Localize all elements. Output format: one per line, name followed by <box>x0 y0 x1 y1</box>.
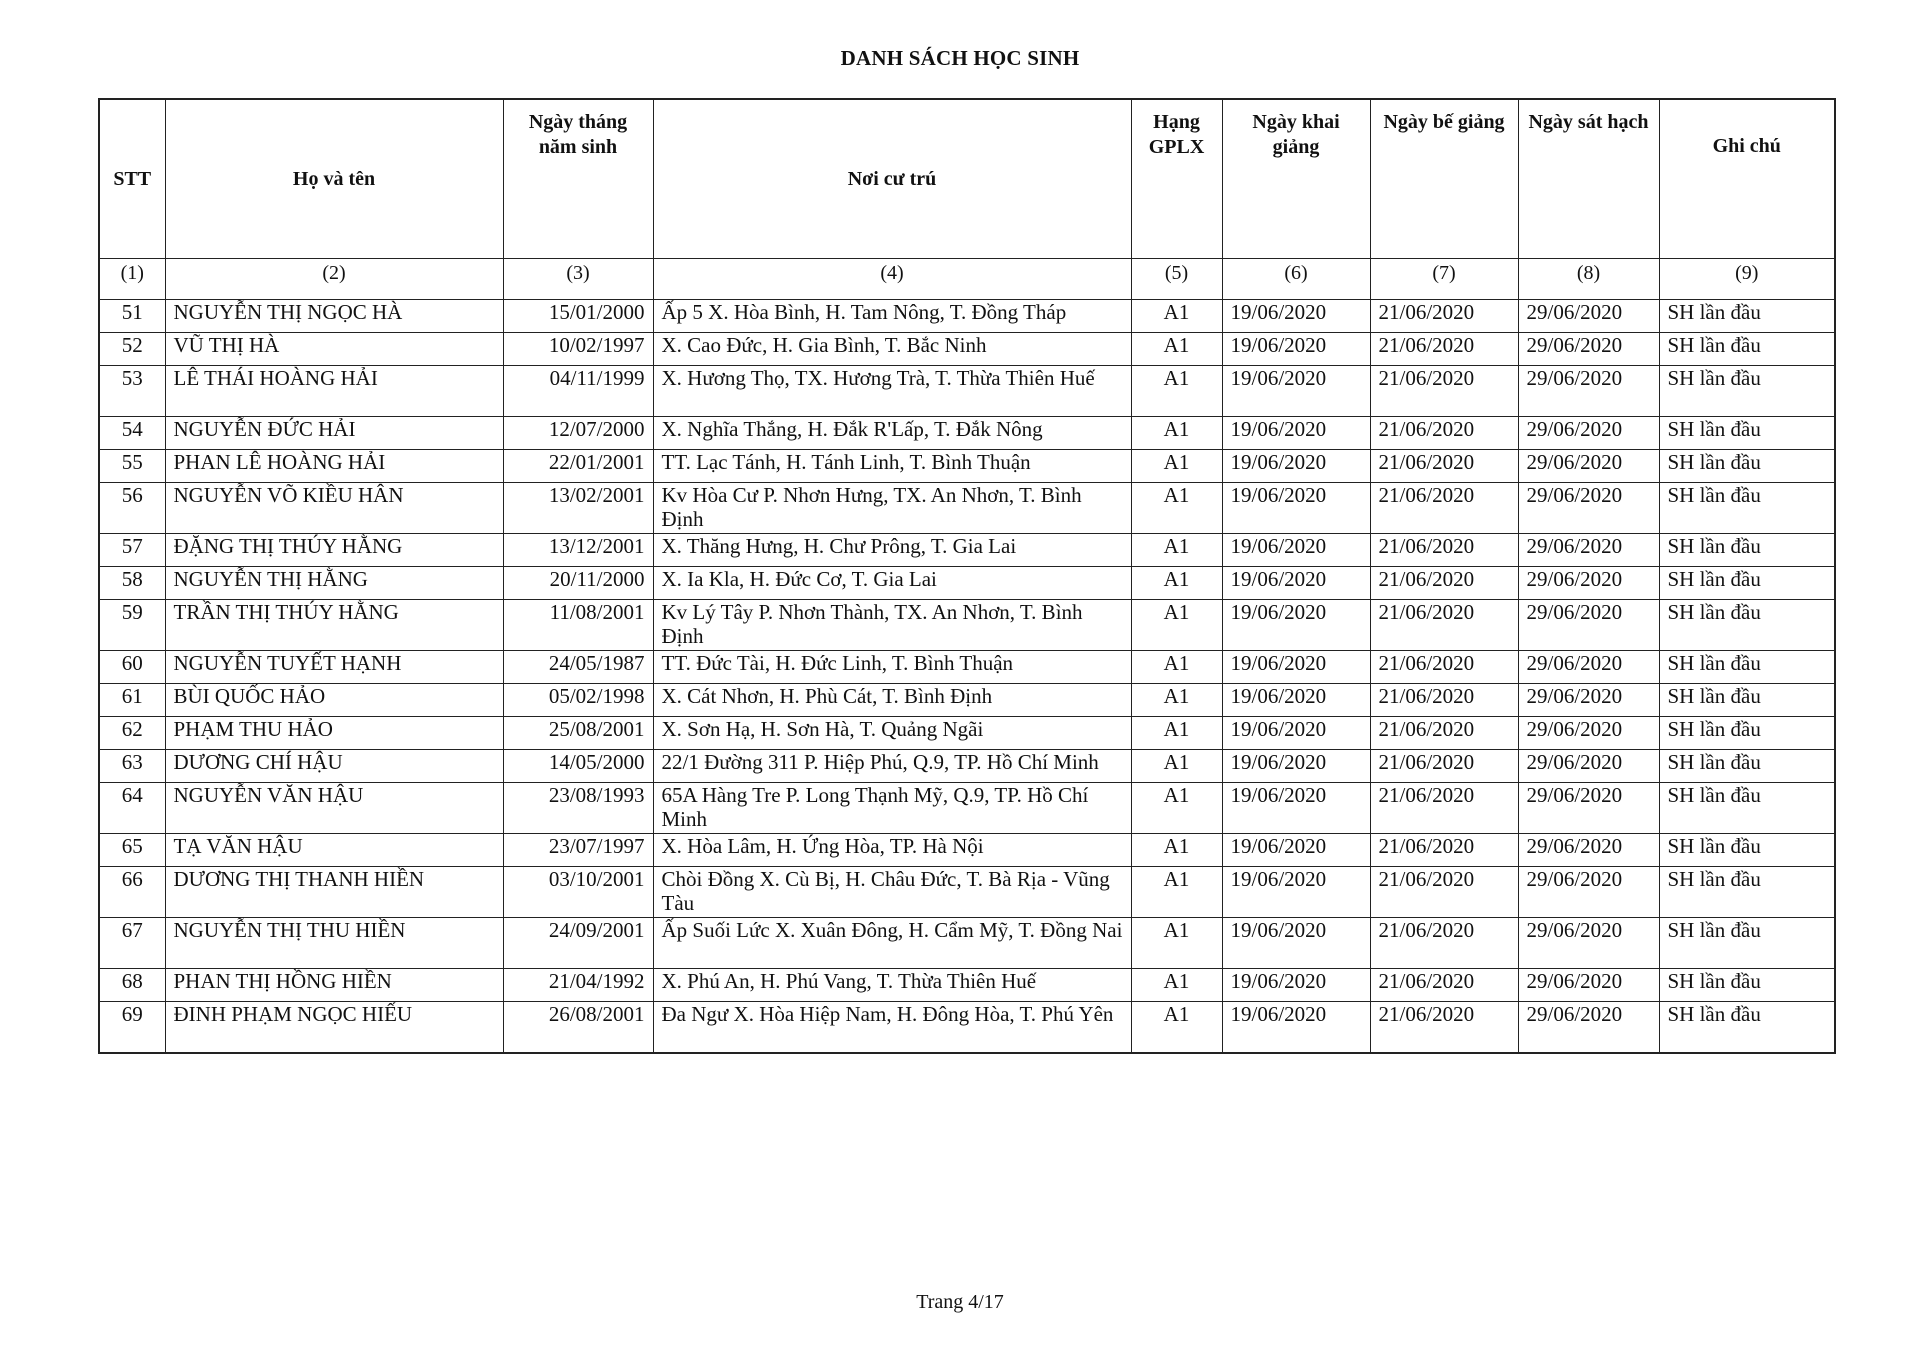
row-note: SH lần đầu <box>1659 684 1835 717</box>
row-dob: 24/09/2001 <box>503 918 653 969</box>
table-row <box>99 366 1835 417</box>
row-stt: 62 <box>99 717 165 750</box>
row-stt: 63 <box>99 750 165 783</box>
row-open-date: 19/06/2020 <box>1222 918 1370 969</box>
page-number: Trang 4/17 <box>916 1291 1004 1313</box>
row-name: DƯƠNG THỊ THANH HIỀN <box>165 867 503 918</box>
row-address: 65A Hàng Tre P. Long Thạnh Mỹ, Q.9, TP. Hồ Chí Minh <box>653 783 1131 834</box>
row-open-date: 19/06/2020 <box>1222 750 1370 783</box>
row-open-date: 19/06/2020 <box>1222 783 1370 834</box>
column-number: (6) <box>1222 259 1370 300</box>
table-row <box>99 450 1835 483</box>
row-close-date: 21/06/2020 <box>1370 600 1518 651</box>
row-open-date: 19/06/2020 <box>1222 1002 1370 1054</box>
row-address: Đa Ngư X. Hòa Hiệp Nam, H. Đông Hòa, T. Phú Yên <box>653 1002 1131 1054</box>
row-address: X. Nghĩa Thắng, H. Đắk R'Lấp, T. Đắk Nông <box>653 417 1131 450</box>
row-note: SH lần đầu <box>1659 300 1835 333</box>
row-open-date: 19/06/2020 <box>1222 366 1370 417</box>
row-close-date: 21/06/2020 <box>1370 783 1518 834</box>
row-close-date: 21/06/2020 <box>1370 534 1518 567</box>
row-close-date: 21/06/2020 <box>1370 867 1518 918</box>
row-address: Chòi Đồng X. Cù Bị, H. Châu Đức, T. Bà Rịa - Vũng Tàu <box>653 867 1131 918</box>
row-stt: 60 <box>99 651 165 684</box>
row-open-date: 19/06/2020 <box>1222 834 1370 867</box>
column-number: (9) <box>1659 259 1835 300</box>
row-open-date: 19/06/2020 <box>1222 534 1370 567</box>
row-open-date: 19/06/2020 <box>1222 867 1370 918</box>
row-name: TRẦN THỊ THÚY HẰNG <box>165 600 503 651</box>
row-license-class: A1 <box>1131 450 1222 483</box>
row-license-class: A1 <box>1131 600 1222 651</box>
table-row <box>99 300 1835 333</box>
row-name: ĐẶNG THỊ THÚY HẰNG <box>165 534 503 567</box>
row-address: Ấp Suối Lức X. Xuân Đông, H. Cẩm Mỹ, T. Đồng Nai <box>653 918 1131 969</box>
row-license-class: A1 <box>1131 651 1222 684</box>
row-stt: 51 <box>99 300 165 333</box>
column-number: (3) <box>503 259 653 300</box>
row-dob: 23/08/1993 <box>503 783 653 834</box>
row-close-date: 21/06/2020 <box>1370 750 1518 783</box>
row-license-class: A1 <box>1131 717 1222 750</box>
table-row <box>99 333 1835 366</box>
row-open-date: 19/06/2020 <box>1222 600 1370 651</box>
row-name: VŨ THỊ HÀ <box>165 333 503 366</box>
row-license-class: A1 <box>1131 534 1222 567</box>
row-dob: 14/05/2000 <box>503 750 653 783</box>
row-exam-date: 29/06/2020 <box>1518 717 1659 750</box>
table-row <box>99 534 1835 567</box>
row-note: SH lần đầu <box>1659 567 1835 600</box>
row-note: SH lần đầu <box>1659 1002 1835 1054</box>
column-number: (4) <box>653 259 1131 300</box>
row-name: NGUYỄN THỊ NGỌC HÀ <box>165 300 503 333</box>
row-address: X. Hương Thọ, TX. Hương Trà, T. Thừa Thiên Huế <box>653 366 1131 417</box>
row-stt: 52 <box>99 333 165 366</box>
row-name: NGUYỄN VÕ KIỀU HÂN <box>165 483 503 534</box>
row-license-class: A1 <box>1131 300 1222 333</box>
row-license-class: A1 <box>1131 417 1222 450</box>
row-dob: 12/07/2000 <box>503 417 653 450</box>
row-stt: 55 <box>99 450 165 483</box>
row-license-class: A1 <box>1131 684 1222 717</box>
row-note: SH lần đầu <box>1659 534 1835 567</box>
row-license-class: A1 <box>1131 969 1222 1002</box>
table-row <box>99 834 1835 867</box>
row-exam-date: 29/06/2020 <box>1518 783 1659 834</box>
row-stt: 68 <box>99 969 165 1002</box>
row-name: LÊ THÁI HOÀNG HẢI <box>165 366 503 417</box>
row-close-date: 21/06/2020 <box>1370 918 1518 969</box>
row-license-class: A1 <box>1131 783 1222 834</box>
row-name: NGUYỄN TUYẾT HẠNH <box>165 651 503 684</box>
row-dob: 13/12/2001 <box>503 534 653 567</box>
row-dob: 24/05/1987 <box>503 651 653 684</box>
row-dob: 11/08/2001 <box>503 600 653 651</box>
row-stt: 54 <box>99 417 165 450</box>
row-note: SH lần đầu <box>1659 483 1835 534</box>
row-exam-date: 29/06/2020 <box>1518 834 1659 867</box>
table-row <box>99 684 1835 717</box>
row-exam-date: 29/06/2020 <box>1518 918 1659 969</box>
row-dob: 25/08/2001 <box>503 717 653 750</box>
row-close-date: 21/06/2020 <box>1370 450 1518 483</box>
row-note: SH lần đầu <box>1659 750 1835 783</box>
row-address: Ấp 5 X. Hòa Bình, H. Tam Nông, T. Đồng Tháp <box>653 300 1131 333</box>
row-note: SH lần đầu <box>1659 867 1835 918</box>
row-license-class: A1 <box>1131 333 1222 366</box>
row-license-class: A1 <box>1131 750 1222 783</box>
row-stt: 65 <box>99 834 165 867</box>
table-row <box>99 783 1835 834</box>
column-number: (2) <box>165 259 503 300</box>
row-note: SH lần đầu <box>1659 366 1835 417</box>
row-dob: 10/02/1997 <box>503 333 653 366</box>
row-license-class: A1 <box>1131 867 1222 918</box>
row-open-date: 19/06/2020 <box>1222 450 1370 483</box>
row-license-class: A1 <box>1131 483 1222 534</box>
row-note: SH lần đầu <box>1659 450 1835 483</box>
row-name: NGUYỄN THỊ HẰNG <box>165 567 503 600</box>
row-dob: 04/11/1999 <box>503 366 653 417</box>
row-name: PHẠM THU HẢO <box>165 717 503 750</box>
row-dob: 21/04/1992 <box>503 969 653 1002</box>
row-address: X. Sơn Hạ, H. Sơn Hà, T. Quảng Ngãi <box>653 717 1131 750</box>
row-exam-date: 29/06/2020 <box>1518 366 1659 417</box>
table-row <box>99 750 1835 783</box>
row-close-date: 21/06/2020 <box>1370 651 1518 684</box>
row-note: SH lần đầu <box>1659 783 1835 834</box>
row-stt: 66 <box>99 867 165 918</box>
row-exam-date: 29/06/2020 <box>1518 684 1659 717</box>
header-exam-date: Ngày sát hạch <box>1518 99 1659 259</box>
row-open-date: 19/06/2020 <box>1222 717 1370 750</box>
table-row <box>99 969 1835 1002</box>
row-name: ĐINH PHẠM NGỌC HIẾU <box>165 1002 503 1054</box>
column-number: (5) <box>1131 259 1222 300</box>
row-name: TẠ VĂN HẬU <box>165 834 503 867</box>
row-license-class: A1 <box>1131 366 1222 417</box>
row-dob: 20/11/2000 <box>503 567 653 600</box>
row-dob: 13/02/2001 <box>503 483 653 534</box>
row-open-date: 19/06/2020 <box>1222 969 1370 1002</box>
row-address: X. Cao Đức, H. Gia Bình, T. Bắc Ninh <box>653 333 1131 366</box>
table-row <box>99 867 1835 918</box>
row-address: Kv Lý Tây P. Nhơn Thành, TX. An Nhơn, T. Bình Định <box>653 600 1131 651</box>
column-number: (7) <box>1370 259 1518 300</box>
row-address: Kv Hòa Cư P. Nhơn Hưng, TX. An Nhơn, T. Bình Định <box>653 483 1131 534</box>
row-exam-date: 29/06/2020 <box>1518 867 1659 918</box>
row-open-date: 19/06/2020 <box>1222 651 1370 684</box>
row-exam-date: 29/06/2020 <box>1518 600 1659 651</box>
row-note: SH lần đầu <box>1659 834 1835 867</box>
row-close-date: 21/06/2020 <box>1370 333 1518 366</box>
row-open-date: 19/06/2020 <box>1222 417 1370 450</box>
row-note: SH lần đầu <box>1659 417 1835 450</box>
row-license-class: A1 <box>1131 1002 1222 1054</box>
header-address: Nơi cư trú <box>653 99 1131 259</box>
table-row <box>99 651 1835 684</box>
row-stt: 61 <box>99 684 165 717</box>
row-close-date: 21/06/2020 <box>1370 300 1518 333</box>
row-note: SH lần đầu <box>1659 969 1835 1002</box>
row-address: X. Phú An, H. Phú Vang, T. Thừa Thiên Huế <box>653 969 1131 1002</box>
student-table <box>98 98 1836 1054</box>
row-close-date: 21/06/2020 <box>1370 969 1518 1002</box>
row-address: 22/1 Đường 311 P. Hiệp Phú, Q.9, TP. Hồ Chí Minh <box>653 750 1131 783</box>
row-name: NGUYỄN VĂN HẬU <box>165 783 503 834</box>
row-address: X. Thăng Hưng, H. Chư Prông, T. Gia Lai <box>653 534 1131 567</box>
table-row <box>99 567 1835 600</box>
row-address: X. Hòa Lâm, H. Ứng Hòa, TP. Hà Nội <box>653 834 1131 867</box>
row-exam-date: 29/06/2020 <box>1518 1002 1659 1054</box>
header-stt: STT <box>99 99 165 259</box>
row-close-date: 21/06/2020 <box>1370 834 1518 867</box>
row-close-date: 21/06/2020 <box>1370 366 1518 417</box>
table-row <box>99 918 1835 969</box>
table-header-row <box>99 99 1835 259</box>
document-title: DANH SÁCH HỌC SINH <box>840 46 1080 70</box>
table-row <box>99 417 1835 450</box>
row-exam-date: 29/06/2020 <box>1518 300 1659 333</box>
row-close-date: 21/06/2020 <box>1370 567 1518 600</box>
row-exam-date: 29/06/2020 <box>1518 483 1659 534</box>
row-exam-date: 29/06/2020 <box>1518 750 1659 783</box>
row-name: BÙI QUỐC HẢO <box>165 684 503 717</box>
header-close-date: Ngày bế giảng <box>1370 99 1518 259</box>
row-address: X. Cát Nhơn, H. Phù Cát, T. Bình Định <box>653 684 1131 717</box>
student-rows <box>99 300 1835 1054</box>
row-name: PHAN LÊ HOÀNG HẢI <box>165 450 503 483</box>
row-close-date: 21/06/2020 <box>1370 1002 1518 1054</box>
row-dob: 26/08/2001 <box>503 1002 653 1054</box>
row-note: SH lần đầu <box>1659 717 1835 750</box>
row-close-date: 21/06/2020 <box>1370 684 1518 717</box>
row-dob: 23/07/1997 <box>503 834 653 867</box>
row-exam-date: 29/06/2020 <box>1518 567 1659 600</box>
row-license-class: A1 <box>1131 567 1222 600</box>
row-close-date: 21/06/2020 <box>1370 417 1518 450</box>
table-row <box>99 717 1835 750</box>
header-note: Ghi chú <box>1659 99 1835 259</box>
row-license-class: A1 <box>1131 918 1222 969</box>
row-stt: 53 <box>99 366 165 417</box>
header-dob: Ngày tháng năm sinh <box>503 99 653 259</box>
row-stt: 58 <box>99 567 165 600</box>
row-close-date: 21/06/2020 <box>1370 483 1518 534</box>
row-name: NGUYỄN THỊ THU HIỀN <box>165 918 503 969</box>
header-open-date: Ngày khai giảng <box>1222 99 1370 259</box>
row-open-date: 19/06/2020 <box>1222 483 1370 534</box>
row-dob: 15/01/2000 <box>503 300 653 333</box>
row-dob: 22/01/2001 <box>503 450 653 483</box>
row-dob: 05/02/1998 <box>503 684 653 717</box>
row-exam-date: 29/06/2020 <box>1518 450 1659 483</box>
row-exam-date: 29/06/2020 <box>1518 417 1659 450</box>
row-note: SH lần đầu <box>1659 918 1835 969</box>
row-exam-date: 29/06/2020 <box>1518 534 1659 567</box>
row-stt: 69 <box>99 1002 165 1054</box>
row-exam-date: 29/06/2020 <box>1518 651 1659 684</box>
row-name: NGUYỄN ĐỨC HẢI <box>165 417 503 450</box>
table-row <box>99 1002 1835 1054</box>
row-note: SH lần đầu <box>1659 600 1835 651</box>
table-row <box>99 600 1835 651</box>
header-name: Họ và tên <box>165 99 503 259</box>
row-open-date: 19/06/2020 <box>1222 300 1370 333</box>
row-stt: 67 <box>99 918 165 969</box>
row-exam-date: 29/06/2020 <box>1518 969 1659 1002</box>
row-open-date: 19/06/2020 <box>1222 567 1370 600</box>
row-license-class: A1 <box>1131 834 1222 867</box>
row-open-date: 19/06/2020 <box>1222 684 1370 717</box>
row-stt: 64 <box>99 783 165 834</box>
row-stt: 56 <box>99 483 165 534</box>
row-address: TT. Đức Tài, H. Đức Linh, T. Bình Thuận <box>653 651 1131 684</box>
row-exam-date: 29/06/2020 <box>1518 333 1659 366</box>
header-license-class: Hạng GPLX <box>1131 99 1222 259</box>
row-note: SH lần đầu <box>1659 651 1835 684</box>
row-name: PHAN THỊ HỒNG HIỀN <box>165 969 503 1002</box>
row-close-date: 21/06/2020 <box>1370 717 1518 750</box>
row-address: X. Ia Kla, H. Đức Cơ, T. Gia Lai <box>653 567 1131 600</box>
row-open-date: 19/06/2020 <box>1222 333 1370 366</box>
row-dob: 03/10/2001 <box>503 867 653 918</box>
table-row <box>99 483 1835 534</box>
column-number: (1) <box>99 259 165 300</box>
row-address: TT. Lạc Tánh, H. Tánh Linh, T. Bình Thuận <box>653 450 1131 483</box>
column-number-row <box>99 259 1835 300</box>
row-stt: 57 <box>99 534 165 567</box>
column-number: (8) <box>1518 259 1659 300</box>
row-name: DƯƠNG CHÍ HẬU <box>165 750 503 783</box>
row-note: SH lần đầu <box>1659 333 1835 366</box>
row-stt: 59 <box>99 600 165 651</box>
